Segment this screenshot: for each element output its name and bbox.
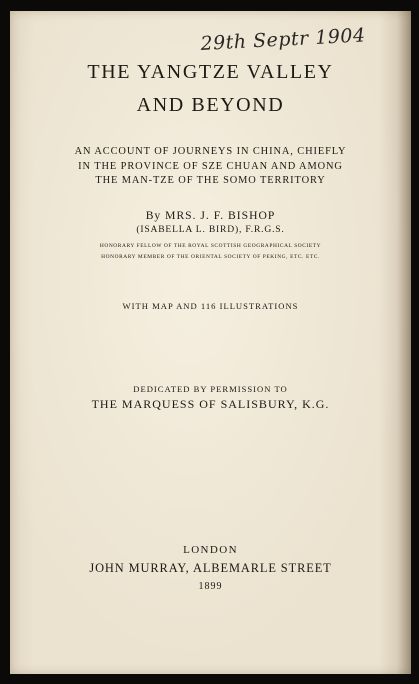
dedication-line-1: DEDICATED BY PERMISSION TO xyxy=(133,384,288,394)
publisher-name: JOHN MURRAY, ALBEMARLE STREET xyxy=(89,561,332,575)
author-honour-1: HONORARY FELLOW OF THE ROYAL SCOTTISH GEOGRAPHICAL SOCIETY xyxy=(99,243,322,249)
book-title-line-2: AND BEYOND xyxy=(136,94,285,116)
subtitle-line-3: THE MAN-TZE OF THE SOMO TERRITORY xyxy=(95,175,326,186)
author-line: By MRS. J. F. BISHOP xyxy=(145,209,276,222)
author-honour-2: HONORARY MEMBER OF THE ORIENTAL SOCIETY OF PEKING, ETC. ETC. xyxy=(101,254,320,260)
title-page xyxy=(10,11,411,674)
book-title-line-1: THE YANGTZE VALLEY xyxy=(87,61,334,83)
illustrations-note: WITH MAP AND 116 ILLUSTRATIONS xyxy=(122,301,299,311)
handwritten-date-inscription: 29th Septr 1904 xyxy=(200,24,367,55)
dedication-line-2: THE MARQUESS OF SALISBURY, K.G. xyxy=(91,397,330,411)
publisher-city: LONDON xyxy=(183,544,238,556)
subtitle-line-2: IN THE PROVINCE OF SZE CHUAN AND AMONG xyxy=(78,161,343,172)
author-maiden-name: (ISABELLA L. BIRD), F.R.G.S. xyxy=(136,224,285,235)
subtitle-line-1: AN ACCOUNT OF JOURNEYS IN CHINA, CHIEFLY xyxy=(74,146,347,157)
publication-year: 1899 xyxy=(198,581,223,592)
